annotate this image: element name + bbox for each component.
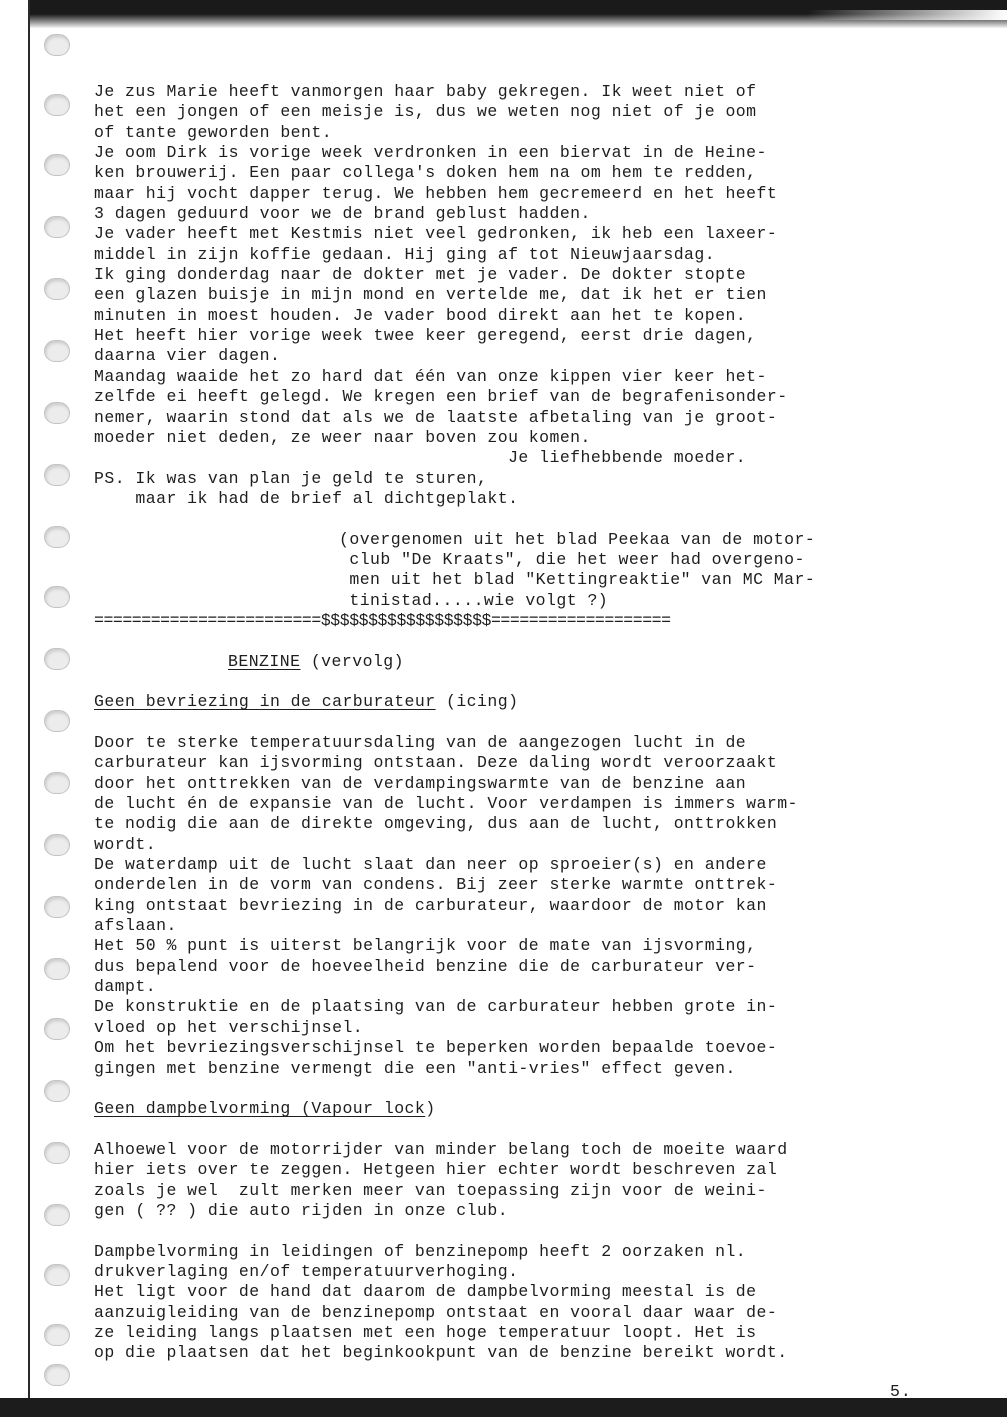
postscript bbox=[94, 469, 934, 510]
text-line: de lucht én de expansie van de lucht. Voor verdampen is immers warm- bbox=[94, 794, 798, 814]
article-paragraph bbox=[94, 1242, 934, 1283]
article-paragraph bbox=[94, 997, 934, 1038]
binder-hole bbox=[44, 340, 70, 362]
text-line: club "De Kraats", die het weer had overgeno- bbox=[339, 549, 805, 569]
text-line: men uit het blad "Kettingreaktie" van MC Mar- bbox=[339, 570, 816, 590]
section-heading-text: Geen dampbelvorming (Vapour lock bbox=[94, 1099, 426, 1119]
text-line: hier iets over te zeggen. Hetgeen hier echter wordt beschreven zal bbox=[94, 1160, 778, 1180]
binder-hole bbox=[44, 216, 70, 238]
text-line: door het onttrekken van de verdampingswarmte van de benzine aan bbox=[94, 773, 747, 793]
text-line: minuten in moest houden. Je vader bood direkt aan het te kopen. bbox=[94, 305, 747, 325]
binder-holes bbox=[44, 34, 74, 1394]
letter-paragraph bbox=[94, 224, 934, 265]
text-line: gen ( ?? ) die auto rijden in onze club. bbox=[94, 1200, 509, 1220]
page-number: 5. bbox=[890, 1382, 912, 1401]
text-line: wordt. bbox=[94, 834, 157, 854]
text-line: afslaan. bbox=[94, 916, 177, 936]
article-paragraph bbox=[94, 936, 934, 997]
binder-hole bbox=[44, 648, 70, 670]
article-paragraph bbox=[94, 855, 934, 936]
text-line: te nodig die aan de direkte omgeving, dus aan de lucht, onttrokken bbox=[94, 814, 778, 834]
text-line: Maandag waaide het zo hard dat één van onze kippen vier keer het- bbox=[94, 366, 767, 386]
text-line: onderdelen in de vorm van condens. Bij zeer sterke warmte onttrek- bbox=[94, 875, 778, 895]
text-line: Het 50 % punt is uiterst belangrijk voor de mate van ijsvorming, bbox=[94, 936, 757, 956]
binder-hole bbox=[44, 772, 70, 794]
text-line: vloed op het verschijnsel. bbox=[94, 1017, 364, 1037]
scan-bottom-edge bbox=[0, 1398, 1007, 1417]
section-heading bbox=[94, 692, 934, 712]
text-line: Je zus Marie heeft vanmorgen haar baby gekregen. Ik weet niet of bbox=[94, 82, 757, 101]
binder-hole bbox=[44, 402, 70, 424]
text-line: op die plaatsen dat het beginkookpunt van de benzine bereikt wordt. bbox=[94, 1343, 788, 1363]
binder-hole bbox=[44, 834, 70, 856]
signature-line: Je liefhebbende moeder. bbox=[94, 448, 747, 468]
text-line: Alhoewel voor de motorrijder van minder belang toch de moeite waard bbox=[94, 1139, 788, 1159]
binder-hole bbox=[44, 896, 70, 918]
text-line: dus bepalend voor de hoeveelheid benzine die de carburateur ver- bbox=[94, 956, 757, 976]
text-line: Door te sterke temperatuursdaling van de aangezogen lucht in de bbox=[94, 733, 747, 752]
binder-hole bbox=[44, 1204, 70, 1226]
text-line: tinistad.....wie volgt ?) bbox=[339, 590, 609, 610]
article-title-text: BENZINE bbox=[228, 651, 301, 671]
binder-hole bbox=[44, 586, 70, 608]
binder-hole bbox=[44, 1080, 70, 1102]
text-line: daarna vier dagen. bbox=[94, 346, 281, 366]
text-line: of tante geworden bent. bbox=[94, 122, 333, 142]
text-line: maar ik had de brief al dichtgeplakt. bbox=[94, 488, 519, 508]
section-icing bbox=[94, 692, 934, 1079]
text-line: gingen met benzine vermengt die een "anti-vries" effect geven. bbox=[94, 1058, 736, 1078]
text-line: drukverlaging en/of temperatuurverhoging. bbox=[94, 1261, 519, 1281]
text-line: dampt. bbox=[94, 977, 157, 997]
binder-hole bbox=[44, 278, 70, 300]
section-heading bbox=[94, 1099, 934, 1119]
binder-hole bbox=[44, 464, 70, 486]
binder-hole bbox=[44, 1364, 70, 1386]
binder-hole bbox=[44, 34, 70, 56]
text-line: (overgenomen uit het blad Peekaa van de motor- bbox=[339, 529, 816, 549]
letter-paragraph bbox=[94, 265, 934, 367]
text-line: aanzuigleiding van de benzinepomp ontstaat en vooral daar waar de- bbox=[94, 1302, 778, 1322]
binder-hole bbox=[44, 710, 70, 732]
document-page bbox=[94, 82, 934, 1364]
text-line: het een jongen of een meisje is, dus we weten nog niet of je oom bbox=[94, 102, 757, 122]
article-title-suffix: (vervolg) bbox=[300, 651, 404, 671]
article-paragraph bbox=[94, 1140, 934, 1221]
text-line: nemer, waarin stond dat als we de laatste afbetaling van je groot- bbox=[94, 407, 778, 427]
section-heading-text: Geen bevriezing in de carburateur bbox=[94, 692, 436, 712]
text-line: moeder niet deden, ze weer naar boven zou komen. bbox=[94, 427, 591, 447]
text-line: De waterdamp uit de lucht slaat dan neer op sproeier(s) en andere bbox=[94, 855, 767, 875]
text-line: De konstruktie en de plaatsing van de carburateur hebben grote in- bbox=[94, 997, 778, 1017]
text-line: ken brouwerij. Een paar collega's doken hem na om hem te redden, bbox=[94, 163, 757, 183]
letter-paragraph bbox=[94, 367, 934, 469]
text-line: middel in zijn koffie gedaan. Hij ging af tot Nieuwjaarsdag. bbox=[94, 244, 716, 264]
binder-hole bbox=[44, 958, 70, 980]
text-line: Je vader heeft met Kestmis niet veel gedronken, ik heb een laxeer- bbox=[94, 224, 778, 244]
letter-paragraph bbox=[94, 82, 934, 143]
binder-hole bbox=[44, 1142, 70, 1164]
text-line: PS. Ik was van plan je geld te sturen, bbox=[94, 468, 488, 488]
text-line: maar hij vocht dapper terug. We hebben hem gecremeerd en het heeft bbox=[94, 183, 778, 203]
section-heading-suffix: ) bbox=[425, 1099, 436, 1119]
article-paragraph bbox=[94, 733, 934, 855]
text-line: een glazen buisje in mijn mond en vertelde me, dat ik het er tien bbox=[94, 285, 767, 305]
text-line: zoals je wel zult merken meer van toepassing zijn voor de weini- bbox=[94, 1180, 767, 1200]
binder-hole bbox=[44, 526, 70, 548]
letter bbox=[94, 82, 934, 509]
text-line: Ik ging donderdag naar de dokter met je vader. De dokter stopte bbox=[94, 265, 747, 285]
text-line: king ontstaat bevriezing in de carburateur, waardoor de motor kan bbox=[94, 895, 767, 915]
text-line: Dampbelvorming in leidingen of benzinepomp heeft 2 oorzaken nl. bbox=[94, 1241, 747, 1261]
text-line: Om het bevriezingsverschijnsel te beperken worden bepaalde toevoe- bbox=[94, 1038, 778, 1058]
article-paragraph bbox=[94, 1282, 934, 1363]
source-note bbox=[339, 530, 934, 611]
text-line: ze leiding langs plaatsen met een hoge temperatuur loopt. Het is bbox=[94, 1322, 757, 1342]
binder-hole bbox=[44, 1264, 70, 1286]
text-line: 3 dagen geduurd voor we de brand geblust hadden. bbox=[94, 204, 591, 224]
text-line: carburateur kan ijsvorming ontstaan. Deze daling wordt veroorzaakt bbox=[94, 753, 778, 773]
text-line: zelfde ei heeft gelegd. We kregen een brief van de begrafenisonder- bbox=[94, 387, 788, 407]
binder-hole bbox=[44, 94, 70, 116]
scan-left-edge bbox=[28, 0, 30, 1417]
article-paragraph bbox=[94, 1038, 934, 1079]
article-title bbox=[228, 652, 934, 672]
section-vapour-lock bbox=[94, 1099, 934, 1363]
divider: ========================$$$$$$$$$$$$$$$$$$=================== bbox=[94, 610, 671, 630]
binder-hole bbox=[44, 154, 70, 176]
text-line: Het heeft hier vorige week twee keer geregend, eerst drie dagen, bbox=[94, 326, 757, 346]
text-line: Het ligt voor de hand dat daarom de dampbelvorming meestal is de bbox=[94, 1282, 757, 1302]
text-line: Je oom Dirk is vorige week verdronken in een biervat in de Heine- bbox=[94, 143, 767, 163]
letter-paragraph bbox=[94, 143, 934, 224]
section-heading-suffix: (icing) bbox=[435, 692, 519, 712]
binder-hole bbox=[44, 1324, 70, 1346]
binder-hole bbox=[44, 1018, 70, 1040]
scan-top-edge bbox=[30, 0, 1007, 28]
